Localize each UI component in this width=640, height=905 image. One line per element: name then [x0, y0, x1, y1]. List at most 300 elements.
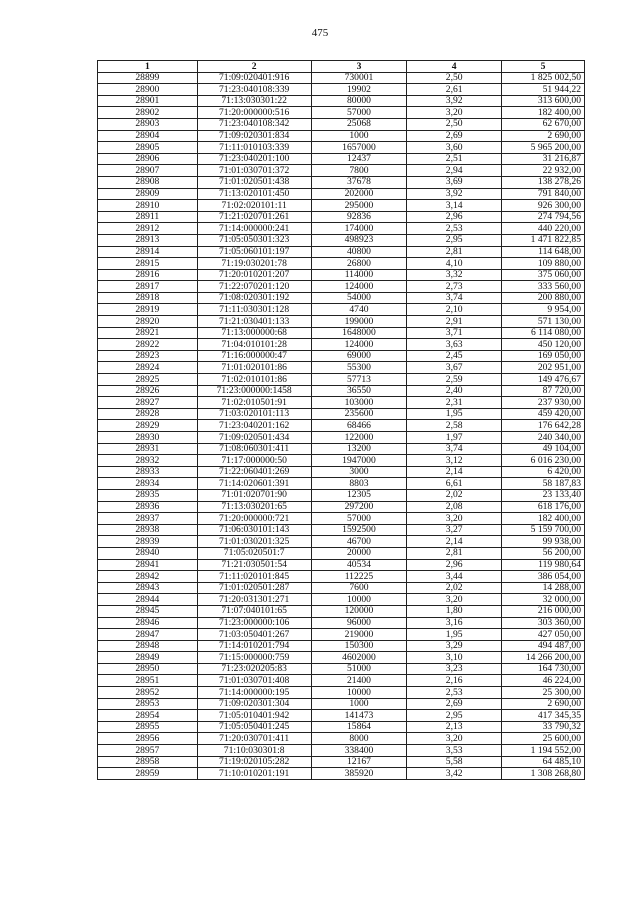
cadastral-number-cell: 71:05:050301:323: [197, 234, 311, 246]
row-number-cell: 28911: [98, 211, 198, 223]
cadastral-number-cell: 71:13:020101:450: [197, 188, 311, 200]
row-number-cell: 28908: [98, 176, 198, 188]
table-row: [98, 443, 585, 455]
table-row: [98, 292, 585, 304]
cadastral-number-cell: 71:09:020301:834: [197, 130, 311, 142]
row-number-cell: 28936: [98, 501, 198, 513]
cadastral-number-cell: 71:23:040108:342: [197, 118, 311, 130]
row-number-cell: 28913: [98, 234, 198, 246]
row-number-cell: 28929: [98, 420, 198, 432]
area-cell: 1000: [311, 130, 407, 142]
row-number-cell: 28958: [98, 756, 198, 768]
table-row: [98, 211, 585, 223]
rate-cell: 3,10: [407, 652, 502, 664]
table-row: [98, 687, 585, 699]
value-cell: 9 954,00: [502, 304, 585, 316]
table-row: [98, 710, 585, 722]
rate-cell: 2,73: [407, 281, 502, 293]
value-cell: 25 600,00: [502, 733, 585, 745]
row-number-cell: 28919: [98, 304, 198, 316]
cadastral-number-cell: 71:05:010401:942: [197, 710, 311, 722]
cadastral-number-cell: 71:06:030101:143: [197, 524, 311, 536]
value-cell: 313 600,00: [502, 95, 585, 107]
row-number-cell: 28925: [98, 374, 198, 386]
value-cell: 1 471 822,85: [502, 234, 585, 246]
area-cell: 13200: [311, 443, 407, 455]
area-cell: 103000: [311, 397, 407, 409]
table-row: [98, 95, 585, 107]
row-number-cell: 28918: [98, 292, 198, 304]
cadastral-number-cell: 71:05:060101:197: [197, 246, 311, 258]
table-row: [98, 188, 585, 200]
area-cell: 295000: [311, 200, 407, 212]
rate-cell: 2,61: [407, 84, 502, 96]
value-cell: 200 880,00: [502, 292, 585, 304]
area-cell: 7800: [311, 165, 407, 177]
row-number-cell: 28938: [98, 524, 198, 536]
area-cell: 1592500: [311, 524, 407, 536]
area-cell: 199000: [311, 316, 407, 328]
rate-cell: 1,95: [407, 408, 502, 420]
table-row: [98, 339, 585, 351]
table-row: [98, 652, 585, 664]
row-number-cell: 28899: [98, 72, 198, 84]
rate-cell: 3,20: [407, 594, 502, 606]
cadastral-number-cell: 71:09:020301:304: [197, 698, 311, 710]
area-cell: 1648000: [311, 327, 407, 339]
rate-cell: 3,92: [407, 188, 502, 200]
rate-cell: 4,10: [407, 258, 502, 270]
table-row: [98, 107, 585, 119]
rate-cell: 3,44: [407, 571, 502, 583]
table-body: [98, 72, 585, 779]
table-row: [98, 478, 585, 490]
value-cell: 303 360,00: [502, 617, 585, 629]
table-row: [98, 223, 585, 235]
area-cell: 40534: [311, 559, 407, 571]
area-cell: 46700: [311, 536, 407, 548]
cadastral-number-cell: 71:20:031301:271: [197, 594, 311, 606]
rate-cell: 2,13: [407, 721, 502, 733]
rate-cell: 3,16: [407, 617, 502, 629]
area-cell: 4740: [311, 304, 407, 316]
row-number-cell: 28930: [98, 432, 198, 444]
column-header-4: 4: [407, 61, 502, 73]
value-cell: 62 670,00: [502, 118, 585, 130]
area-cell: 112225: [311, 571, 407, 583]
table-row: [98, 524, 585, 536]
row-number-cell: 28937: [98, 513, 198, 525]
table-row: [98, 513, 585, 525]
cadastral-number-cell: 71:16:000000:47: [197, 350, 311, 362]
area-cell: 96000: [311, 617, 407, 629]
table-row: [98, 165, 585, 177]
cadastral-number-cell: 71:20:000000:516: [197, 107, 311, 119]
value-cell: 333 560,00: [502, 281, 585, 293]
value-cell: 459 420,00: [502, 408, 585, 420]
area-cell: 385920: [311, 768, 407, 780]
rate-cell: 2,02: [407, 582, 502, 594]
row-number-cell: 28909: [98, 188, 198, 200]
value-cell: 33 790,32: [502, 721, 585, 733]
row-number-cell: 28934: [98, 478, 198, 490]
cadastral-number-cell: 71:01:020501:438: [197, 176, 311, 188]
value-cell: 23 133,40: [502, 489, 585, 501]
area-cell: 20000: [311, 547, 407, 559]
rate-cell: 2,10: [407, 304, 502, 316]
cadastral-number-cell: 71:23:040201:162: [197, 420, 311, 432]
rate-cell: 2,31: [407, 397, 502, 409]
rate-cell: 2,40: [407, 385, 502, 397]
table-row: [98, 640, 585, 652]
row-number-cell: 28955: [98, 721, 198, 733]
area-cell: 55300: [311, 362, 407, 374]
rate-cell: 2,95: [407, 234, 502, 246]
row-number-cell: 28941: [98, 559, 198, 571]
value-cell: 386 054,00: [502, 571, 585, 583]
row-number-cell: 28932: [98, 455, 198, 467]
value-cell: 237 930,00: [502, 397, 585, 409]
value-cell: 64 485,10: [502, 756, 585, 768]
rate-cell: 5,58: [407, 756, 502, 768]
area-cell: 10000: [311, 687, 407, 699]
area-cell: 40800: [311, 246, 407, 258]
area-cell: 80000: [311, 95, 407, 107]
value-cell: 182 400,00: [502, 107, 585, 119]
area-cell: 19902: [311, 84, 407, 96]
area-cell: 57713: [311, 374, 407, 386]
value-cell: 14 288,00: [502, 582, 585, 594]
area-cell: 15864: [311, 721, 407, 733]
cadastral-number-cell: 71:11:030301:128: [197, 304, 311, 316]
rate-cell: 3,67: [407, 362, 502, 374]
row-number-cell: 28950: [98, 663, 198, 675]
value-cell: 5 965 200,00: [502, 142, 585, 154]
table-row: [98, 420, 585, 432]
cadastral-number-cell: 71:20:010201:207: [197, 269, 311, 281]
rate-cell: 3,12: [407, 455, 502, 467]
table-row: [98, 281, 585, 293]
rate-cell: 2,08: [407, 501, 502, 513]
rate-cell: 1,95: [407, 629, 502, 641]
table-row: [98, 733, 585, 745]
cadastral-number-cell: 71:10:010201:191: [197, 768, 311, 780]
area-cell: 174000: [311, 223, 407, 235]
value-cell: 274 794,56: [502, 211, 585, 223]
area-cell: 202000: [311, 188, 407, 200]
cadastral-number-cell: 71:05:020501:7: [197, 547, 311, 559]
cadastral-number-cell: 71:01:030201:325: [197, 536, 311, 548]
cadastral-number-cell: 71:03:050401:267: [197, 629, 311, 641]
table-row: [98, 304, 585, 316]
row-number-cell: 28939: [98, 536, 198, 548]
row-number-cell: 28915: [98, 258, 198, 270]
value-cell: 375 060,00: [502, 269, 585, 281]
area-cell: 7600: [311, 582, 407, 594]
value-cell: 99 938,00: [502, 536, 585, 548]
row-number-cell: 28954: [98, 710, 198, 722]
rate-cell: 3,23: [407, 663, 502, 675]
area-cell: 26800: [311, 258, 407, 270]
table-row: [98, 547, 585, 559]
value-cell: 25 300,00: [502, 687, 585, 699]
area-cell: 120000: [311, 605, 407, 617]
cadastral-number-cell: 71:13:030301:22: [197, 95, 311, 107]
value-cell: 119 980,64: [502, 559, 585, 571]
rate-cell: 2,94: [407, 165, 502, 177]
table-row: [98, 408, 585, 420]
area-cell: 219000: [311, 629, 407, 641]
area-cell: 730001: [311, 72, 407, 84]
row-number-cell: 28949: [98, 652, 198, 664]
row-number-cell: 28956: [98, 733, 198, 745]
table-row: [98, 675, 585, 687]
value-cell: 6 114 080,00: [502, 327, 585, 339]
table-row: [98, 756, 585, 768]
rate-cell: 2,14: [407, 466, 502, 478]
value-cell: 417 345,35: [502, 710, 585, 722]
table-row: [98, 501, 585, 513]
row-number-cell: 28933: [98, 466, 198, 478]
cadastral-number-cell: 71:20:000000:721: [197, 513, 311, 525]
area-cell: 69000: [311, 350, 407, 362]
value-cell: 58 187,83: [502, 478, 585, 490]
row-number-cell: 28905: [98, 142, 198, 154]
cadastral-number-cell: 71:14:020601:391: [197, 478, 311, 490]
value-cell: 1 308 268,80: [502, 768, 585, 780]
row-number-cell: 28928: [98, 408, 198, 420]
table-row: [98, 130, 585, 142]
value-cell: 494 487,00: [502, 640, 585, 652]
value-cell: 240 340,00: [502, 432, 585, 444]
cadastral-number-cell: 71:01:020501:287: [197, 582, 311, 594]
value-cell: 5 159 700,00: [502, 524, 585, 536]
row-number-cell: 28943: [98, 582, 198, 594]
table-row: [98, 397, 585, 409]
value-cell: 216 000,00: [502, 605, 585, 617]
rate-cell: 3,71: [407, 327, 502, 339]
cadastral-number-cell: 71:21:020701:261: [197, 211, 311, 223]
table-row: [98, 489, 585, 501]
value-cell: 926 300,00: [502, 200, 585, 212]
row-number-cell: 28944: [98, 594, 198, 606]
table-row: [98, 269, 585, 281]
area-cell: 235600: [311, 408, 407, 420]
row-number-cell: 28953: [98, 698, 198, 710]
row-number-cell: 28926: [98, 385, 198, 397]
cadastral-number-cell: 71:02:020101:11: [197, 200, 311, 212]
area-cell: 124000: [311, 339, 407, 351]
cadastral-value-table: [97, 60, 585, 780]
row-number-cell: 28900: [98, 84, 198, 96]
cadastral-number-cell: 71:13:000000:68: [197, 327, 311, 339]
table-row: [98, 432, 585, 444]
rate-cell: 3,60: [407, 142, 502, 154]
table-row: [98, 72, 585, 84]
table-row: [98, 362, 585, 374]
rate-cell: 2,50: [407, 72, 502, 84]
area-cell: 1657000: [311, 142, 407, 154]
rate-cell: 2,96: [407, 559, 502, 571]
value-cell: 109 880,00: [502, 258, 585, 270]
row-number-cell: 28910: [98, 200, 198, 212]
row-number-cell: 28917: [98, 281, 198, 293]
value-cell: 51 944,22: [502, 84, 585, 96]
row-number-cell: 28952: [98, 687, 198, 699]
cadastral-number-cell: 71:23:040108:339: [197, 84, 311, 96]
rate-cell: 2,91: [407, 316, 502, 328]
area-cell: 54000: [311, 292, 407, 304]
area-cell: 10000: [311, 594, 407, 606]
rate-cell: 2,69: [407, 130, 502, 142]
rate-cell: 3,74: [407, 292, 502, 304]
value-cell: 32 000,00: [502, 594, 585, 606]
rate-cell: 3,20: [407, 513, 502, 525]
value-cell: 176 642,28: [502, 420, 585, 432]
cadastral-number-cell: 71:03:020101:113: [197, 408, 311, 420]
cadastral-number-cell: 71:01:020101:86: [197, 362, 311, 374]
table-row: [98, 582, 585, 594]
area-cell: 57000: [311, 513, 407, 525]
rate-cell: 2,14: [407, 536, 502, 548]
rate-cell: 6,61: [407, 478, 502, 490]
row-number-cell: 28914: [98, 246, 198, 258]
row-number-cell: 28922: [98, 339, 198, 351]
cadastral-number-cell: 71:01:030701:372: [197, 165, 311, 177]
row-number-cell: 28957: [98, 745, 198, 757]
value-cell: 31 216,87: [502, 153, 585, 165]
value-cell: 114 648,00: [502, 246, 585, 258]
value-cell: 450 120,00: [502, 339, 585, 351]
row-number-cell: 28927: [98, 397, 198, 409]
table-row: [98, 571, 585, 583]
value-cell: 182 400,00: [502, 513, 585, 525]
cadastral-number-cell: 71:20:030701:411: [197, 733, 311, 745]
value-cell: 202 951,00: [502, 362, 585, 374]
area-cell: 8803: [311, 478, 407, 490]
table-row: [98, 153, 585, 165]
rate-cell: 3,74: [407, 443, 502, 455]
table-row: [98, 455, 585, 467]
rate-cell: 2,45: [407, 350, 502, 362]
row-number-cell: 28959: [98, 768, 198, 780]
value-cell: 440 220,00: [502, 223, 585, 235]
cadastral-number-cell: 71:23:000000:1458: [197, 385, 311, 397]
value-cell: 6 420,00: [502, 466, 585, 478]
table-row: [98, 605, 585, 617]
area-cell: 68466: [311, 420, 407, 432]
rate-cell: 3,53: [407, 745, 502, 757]
area-cell: 57000: [311, 107, 407, 119]
table-row: [98, 698, 585, 710]
table-row: [98, 663, 585, 675]
value-cell: 2 690,00: [502, 698, 585, 710]
cadastral-number-cell: 71:02:010101:86: [197, 374, 311, 386]
value-cell: 87 720,00: [502, 385, 585, 397]
rate-cell: 2,81: [407, 246, 502, 258]
value-cell: 791 840,00: [502, 188, 585, 200]
area-cell: 12437: [311, 153, 407, 165]
row-number-cell: 28902: [98, 107, 198, 119]
rate-cell: 3,92: [407, 95, 502, 107]
cadastral-number-cell: 71:21:030501:54: [197, 559, 311, 571]
row-number-cell: 28951: [98, 675, 198, 687]
table-row: [98, 246, 585, 258]
area-cell: 122000: [311, 432, 407, 444]
table-row: [98, 594, 585, 606]
row-number-cell: 28906: [98, 153, 198, 165]
cadastral-number-cell: 71:11:020101:845: [197, 571, 311, 583]
rate-cell: 2,58: [407, 420, 502, 432]
area-cell: 150300: [311, 640, 407, 652]
value-cell: 46 224,00: [502, 675, 585, 687]
table-row: [98, 617, 585, 629]
rate-cell: 3,29: [407, 640, 502, 652]
row-number-cell: 28912: [98, 223, 198, 235]
area-cell: 25068: [311, 118, 407, 130]
rate-cell: 2,51: [407, 153, 502, 165]
row-number-cell: 28942: [98, 571, 198, 583]
rate-cell: 2,50: [407, 118, 502, 130]
area-cell: 114000: [311, 269, 407, 281]
row-number-cell: 28946: [98, 617, 198, 629]
table-row: [98, 327, 585, 339]
area-cell: 1000: [311, 698, 407, 710]
rate-cell: 2,59: [407, 374, 502, 386]
area-cell: 37678: [311, 176, 407, 188]
area-cell: 3000: [311, 466, 407, 478]
column-header-5: 5: [502, 61, 585, 73]
rate-cell: 1,80: [407, 605, 502, 617]
cadastral-number-cell: 71:14:000000:241: [197, 223, 311, 235]
row-number-cell: 28924: [98, 362, 198, 374]
cadastral-number-cell: 71:08:060301:411: [197, 443, 311, 455]
row-number-cell: 28903: [98, 118, 198, 130]
value-cell: 2 690,00: [502, 130, 585, 142]
row-number-cell: 28948: [98, 640, 198, 652]
area-cell: 498923: [311, 234, 407, 246]
rate-cell: 3,20: [407, 733, 502, 745]
rate-cell: 2,02: [407, 489, 502, 501]
cadastral-number-cell: 71:19:030201:78: [197, 258, 311, 270]
table-row: [98, 768, 585, 780]
area-cell: 12167: [311, 756, 407, 768]
cadastral-number-cell: 71:22:060401:269: [197, 466, 311, 478]
cadastral-number-cell: 71:14:000000:195: [197, 687, 311, 699]
table-header-row: [98, 61, 585, 73]
value-cell: 1 194 552,00: [502, 745, 585, 757]
area-cell: 141473: [311, 710, 407, 722]
table-row: [98, 385, 585, 397]
table-row: [98, 234, 585, 246]
cadastral-number-cell: 71:11:010103:339: [197, 142, 311, 154]
area-cell: 8000: [311, 733, 407, 745]
table-row: [98, 536, 585, 548]
rate-cell: 3,32: [407, 269, 502, 281]
area-cell: 92836: [311, 211, 407, 223]
cadastral-number-cell: 71:09:020401:916: [197, 72, 311, 84]
value-cell: 49 104,00: [502, 443, 585, 455]
value-cell: 6 016 230,00: [502, 455, 585, 467]
area-cell: 297200: [311, 501, 407, 513]
page-number: 475: [311, 27, 329, 39]
area-cell: 1947000: [311, 455, 407, 467]
row-number-cell: 28935: [98, 489, 198, 501]
rate-cell: 2,16: [407, 675, 502, 687]
table-row: [98, 142, 585, 154]
area-cell: 21400: [311, 675, 407, 687]
row-number-cell: 28923: [98, 350, 198, 362]
